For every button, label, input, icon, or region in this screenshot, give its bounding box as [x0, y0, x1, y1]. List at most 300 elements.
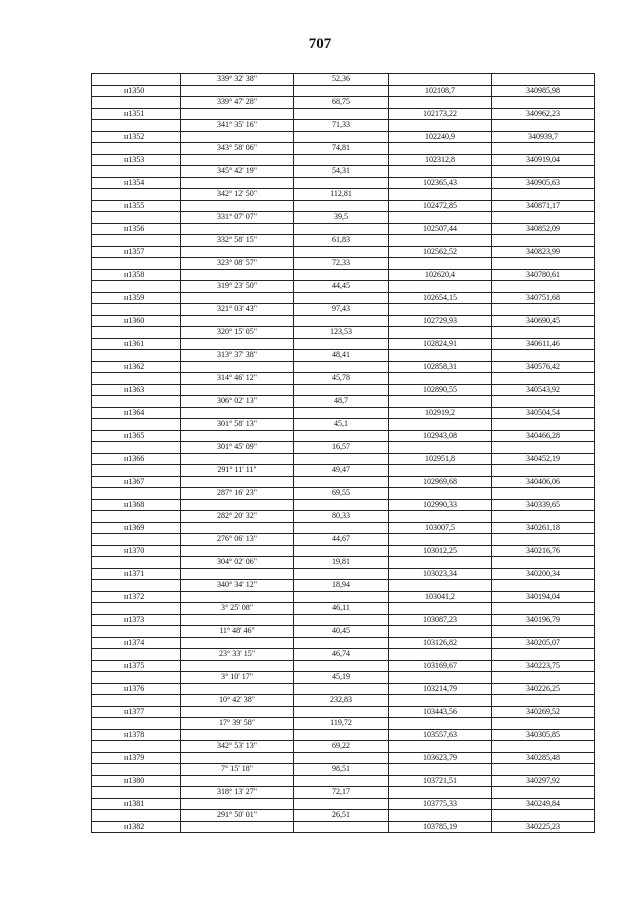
y-cell-empty — [492, 281, 595, 293]
y-cell-empty — [492, 465, 595, 477]
y-cell-empty — [492, 442, 595, 454]
x-coordinate-cell: 103214,79 — [389, 683, 492, 695]
length-cell: 72,17 — [294, 787, 389, 799]
length-cell: 54,31 — [294, 166, 389, 178]
point-row — [92, 154, 595, 166]
point-name-cell: н1370 — [92, 545, 181, 557]
x-coordinate-cell: 102824,91 — [389, 338, 492, 350]
angle-cell-empty — [181, 660, 294, 672]
length-cell: 18,94 — [294, 580, 389, 592]
point-name-cell: н1356 — [92, 223, 181, 235]
length-cell: 112,81 — [294, 189, 389, 201]
x-coordinate-cell: 103623,79 — [389, 752, 492, 764]
point-cell-empty — [92, 810, 181, 822]
length-cell: 119,72 — [294, 718, 389, 730]
x-cell-empty — [389, 304, 492, 316]
y-cell-empty — [492, 626, 595, 638]
segment-row — [92, 741, 595, 753]
y-cell-empty — [492, 810, 595, 822]
length-cell: 45,1 — [294, 419, 389, 431]
x-cell-empty — [389, 212, 492, 224]
x-coordinate-cell: 102312,8 — [389, 154, 492, 166]
point-row — [92, 637, 595, 649]
length-cell: 16,57 — [294, 442, 389, 454]
point-row — [92, 706, 595, 718]
point-name-cell: н1369 — [92, 522, 181, 534]
angle-cell-empty — [181, 568, 294, 580]
point-name-cell: н1350 — [92, 85, 181, 97]
point-row — [92, 476, 595, 488]
point-cell-empty — [92, 718, 181, 730]
y-coordinate-cell: 340249,84 — [492, 798, 595, 810]
angle-cell: 11° 48' 46" — [181, 626, 294, 638]
angle-cell: 320° 15' 05" — [181, 327, 294, 339]
point-name-cell: н1376 — [92, 683, 181, 695]
x-coordinate-cell: 102858,31 — [389, 361, 492, 373]
y-cell-empty — [492, 235, 595, 247]
y-cell-empty — [492, 350, 595, 362]
angle-cell-empty — [181, 545, 294, 557]
length-cell: 72,33 — [294, 258, 389, 270]
x-coordinate-cell: 103087,23 — [389, 614, 492, 626]
angle-cell-empty — [181, 706, 294, 718]
angle-cell-empty — [181, 591, 294, 603]
y-coordinate-cell: 340223,75 — [492, 660, 595, 672]
angle-cell-empty — [181, 384, 294, 396]
point-row — [92, 200, 595, 212]
length-cell: 39,5 — [294, 212, 389, 224]
angle-cell-empty — [181, 614, 294, 626]
y-cell-empty — [492, 74, 595, 86]
y-cell-empty — [492, 557, 595, 569]
y-cell-empty — [492, 718, 595, 730]
point-cell-empty — [92, 695, 181, 707]
x-cell-empty — [389, 557, 492, 569]
point-name-cell: н1377 — [92, 706, 181, 718]
coordinates-table-container — [91, 73, 594, 833]
x-coordinate-cell: 102108,7 — [389, 85, 492, 97]
y-cell-empty — [492, 488, 595, 500]
point-row — [92, 85, 595, 97]
length-cell: 232,83 — [294, 695, 389, 707]
x-cell-empty — [389, 695, 492, 707]
y-coordinate-cell: 340285,48 — [492, 752, 595, 764]
y-coordinate-cell: 340985,98 — [492, 85, 595, 97]
length-cell: 61,83 — [294, 235, 389, 247]
y-cell-empty — [492, 304, 595, 316]
point-name-cell: н1372 — [92, 591, 181, 603]
x-coordinate-cell: 102969,68 — [389, 476, 492, 488]
x-coordinate-cell: 102919,2 — [389, 407, 492, 419]
y-coordinate-cell: 340466,28 — [492, 430, 595, 442]
point-cell-empty — [92, 97, 181, 109]
y-coordinate-cell: 340216,76 — [492, 545, 595, 557]
x-coordinate-cell: 102729,93 — [389, 315, 492, 327]
length-cell-empty — [294, 660, 389, 672]
y-coordinate-cell: 340852,09 — [492, 223, 595, 235]
y-coordinate-cell: 340261,18 — [492, 522, 595, 534]
segment-row — [92, 672, 595, 684]
y-coordinate-cell: 340406,06 — [492, 476, 595, 488]
angle-cell-empty — [181, 200, 294, 212]
length-cell-empty — [294, 384, 389, 396]
x-coordinate-cell: 102240,9 — [389, 131, 492, 143]
angle-cell-empty — [181, 269, 294, 281]
x-coordinate-cell: 102507,44 — [389, 223, 492, 235]
point-row — [92, 499, 595, 511]
x-cell-empty — [389, 258, 492, 270]
page-number: 707 — [308, 36, 332, 52]
length-cell-empty — [294, 154, 389, 166]
x-cell-empty — [389, 741, 492, 753]
y-coordinate-cell: 340226,25 — [492, 683, 595, 695]
point-name-cell: н1355 — [92, 200, 181, 212]
angle-cell: 342° 12' 50" — [181, 189, 294, 201]
point-row — [92, 545, 595, 557]
angle-cell: 306° 02' 13" — [181, 396, 294, 408]
point-cell-empty — [92, 511, 181, 523]
length-cell: 98,51 — [294, 764, 389, 776]
angle-cell: 291° 50' 01" — [181, 810, 294, 822]
angle-cell: 323° 08' 57" — [181, 258, 294, 270]
length-cell-empty — [294, 246, 389, 258]
point-row — [92, 729, 595, 741]
length-cell-empty — [294, 177, 389, 189]
length-cell: 80,33 — [294, 511, 389, 523]
angle-cell: 276° 06' 13" — [181, 534, 294, 546]
point-row — [92, 108, 595, 120]
y-cell-empty — [492, 97, 595, 109]
point-name-cell: н1379 — [92, 752, 181, 764]
point-cell-empty — [92, 557, 181, 569]
segment-row — [92, 304, 595, 316]
length-cell-empty — [294, 591, 389, 603]
angle-cell-empty — [181, 798, 294, 810]
point-row — [92, 315, 595, 327]
point-cell-empty — [92, 488, 181, 500]
length-cell-empty — [294, 775, 389, 787]
segment-row — [92, 649, 595, 661]
angle-cell: 321° 03' 43" — [181, 304, 294, 316]
point-cell-empty — [92, 603, 181, 615]
segment-row — [92, 212, 595, 224]
x-cell-empty — [389, 511, 492, 523]
y-cell-empty — [492, 327, 595, 339]
point-cell-empty — [92, 373, 181, 385]
length-cell-empty — [294, 200, 389, 212]
point-name-cell: н1353 — [92, 154, 181, 166]
point-name-cell: н1380 — [92, 775, 181, 787]
point-row — [92, 292, 595, 304]
y-coordinate-cell: 340339,65 — [492, 499, 595, 511]
angle-cell: 301° 58' 13" — [181, 419, 294, 431]
angle-cell: 319° 23' 50" — [181, 281, 294, 293]
y-coordinate-cell: 340823,99 — [492, 246, 595, 258]
point-name-cell: н1360 — [92, 315, 181, 327]
x-cell-empty — [389, 419, 492, 431]
angle-cell: 318° 13' 27" — [181, 787, 294, 799]
point-cell-empty — [92, 534, 181, 546]
x-cell-empty — [389, 235, 492, 247]
point-cell-empty — [92, 281, 181, 293]
y-coordinate-cell: 340576,42 — [492, 361, 595, 373]
x-cell-empty — [389, 189, 492, 201]
length-cell-empty — [294, 108, 389, 120]
point-cell-empty — [92, 649, 181, 661]
point-name-cell: н1357 — [92, 246, 181, 258]
point-cell-empty — [92, 258, 181, 270]
point-row — [92, 614, 595, 626]
y-cell-empty — [492, 373, 595, 385]
y-cell-empty — [492, 166, 595, 178]
point-row — [92, 522, 595, 534]
y-coordinate-cell: 340905,63 — [492, 177, 595, 189]
point-cell-empty — [92, 672, 181, 684]
x-coordinate-cell: 103007,5 — [389, 522, 492, 534]
point-name-cell: н1359 — [92, 292, 181, 304]
y-coordinate-cell: 340962,23 — [492, 108, 595, 120]
length-cell-empty — [294, 223, 389, 235]
y-cell-empty — [492, 649, 595, 661]
point-row — [92, 246, 595, 258]
y-coordinate-cell: 340871,17 — [492, 200, 595, 212]
length-cell: 44,45 — [294, 281, 389, 293]
coordinates-table-body — [92, 74, 595, 833]
angle-cell: 342° 53' 13" — [181, 741, 294, 753]
point-name-cell: н1364 — [92, 407, 181, 419]
x-cell-empty — [389, 74, 492, 86]
x-coordinate-cell: 102890,55 — [389, 384, 492, 396]
point-name-cell: н1375 — [92, 660, 181, 672]
segment-row — [92, 235, 595, 247]
segment-row — [92, 373, 595, 385]
y-coordinate-cell: 340452,19 — [492, 453, 595, 465]
y-coordinate-cell: 340690,45 — [492, 315, 595, 327]
x-cell-empty — [389, 465, 492, 477]
y-coordinate-cell: 340196,79 — [492, 614, 595, 626]
segment-row — [92, 787, 595, 799]
point-row — [92, 384, 595, 396]
point-row — [92, 660, 595, 672]
x-coordinate-cell: 102990,33 — [389, 499, 492, 511]
y-coordinate-cell: 340504,54 — [492, 407, 595, 419]
point-name-cell: н1351 — [92, 108, 181, 120]
length-cell-empty — [294, 821, 389, 833]
coordinates-table — [91, 73, 595, 833]
angle-cell-empty — [181, 499, 294, 511]
length-cell: 40,45 — [294, 626, 389, 638]
y-coordinate-cell: 340205,07 — [492, 637, 595, 649]
length-cell-empty — [294, 131, 389, 143]
angle-cell: 332° 58' 15" — [181, 235, 294, 247]
segment-row — [92, 327, 595, 339]
x-cell-empty — [389, 373, 492, 385]
angle-cell-empty — [181, 154, 294, 166]
point-name-cell: н1371 — [92, 568, 181, 580]
length-cell-empty — [294, 729, 389, 741]
x-cell-empty — [389, 672, 492, 684]
point-cell-empty — [92, 235, 181, 247]
y-coordinate-cell: 340225,23 — [492, 821, 595, 833]
angle-cell: 339° 32' 38" — [181, 74, 294, 86]
length-cell-empty — [294, 361, 389, 373]
angle-cell: 17° 39' 58" — [181, 718, 294, 730]
segment-row — [92, 189, 595, 201]
x-cell-empty — [389, 534, 492, 546]
point-cell-empty — [92, 304, 181, 316]
angle-cell-empty — [181, 131, 294, 143]
length-cell-empty — [294, 522, 389, 534]
angle-cell: 10° 42' 38" — [181, 695, 294, 707]
x-coordinate-cell: 103041,2 — [389, 591, 492, 603]
x-coordinate-cell: 102943,08 — [389, 430, 492, 442]
angle-cell: 7° 15' 18" — [181, 764, 294, 776]
point-row — [92, 752, 595, 764]
segment-row — [92, 764, 595, 776]
point-name-cell: н1374 — [92, 637, 181, 649]
length-cell-empty — [294, 752, 389, 764]
y-cell-empty — [492, 603, 595, 615]
angle-cell-empty — [181, 637, 294, 649]
y-coordinate-cell: 340297,92 — [492, 775, 595, 787]
angle-cell-empty — [181, 338, 294, 350]
length-cell: 69,55 — [294, 488, 389, 500]
x-coordinate-cell: 103169,67 — [389, 660, 492, 672]
length-cell: 46,11 — [294, 603, 389, 615]
point-cell-empty — [92, 764, 181, 776]
x-cell-empty — [389, 281, 492, 293]
y-coordinate-cell: 340194,04 — [492, 591, 595, 603]
angle-cell-empty — [181, 223, 294, 235]
point-row — [92, 821, 595, 833]
point-name-cell: н1354 — [92, 177, 181, 189]
angle-cell: 339° 47' 28" — [181, 97, 294, 109]
angle-cell: 331° 07' 07" — [181, 212, 294, 224]
point-cell-empty — [92, 465, 181, 477]
length-cell: 71,33 — [294, 120, 389, 132]
y-cell-empty — [492, 143, 595, 155]
y-cell-empty — [492, 258, 595, 270]
length-cell-empty — [294, 706, 389, 718]
angle-cell-empty — [181, 729, 294, 741]
length-cell: 123,53 — [294, 327, 389, 339]
x-coordinate-cell: 102562,52 — [389, 246, 492, 258]
angle-cell: 291° 11' 11" — [181, 465, 294, 477]
length-cell: 48,41 — [294, 350, 389, 362]
point-row — [92, 775, 595, 787]
x-cell-empty — [389, 97, 492, 109]
point-row — [92, 131, 595, 143]
y-coordinate-cell: 340611,46 — [492, 338, 595, 350]
y-cell-empty — [492, 695, 595, 707]
angle-cell-empty — [181, 522, 294, 534]
length-cell: 68,75 — [294, 97, 389, 109]
segment-row — [92, 442, 595, 454]
x-cell-empty — [389, 120, 492, 132]
point-cell-empty — [92, 143, 181, 155]
x-cell-empty — [389, 327, 492, 339]
length-cell-empty — [294, 85, 389, 97]
y-cell-empty — [492, 534, 595, 546]
segment-row — [92, 718, 595, 730]
x-cell-empty — [389, 143, 492, 155]
point-cell-empty — [92, 120, 181, 132]
segment-row — [92, 626, 595, 638]
segment-row — [92, 74, 595, 86]
x-coordinate-cell: 102620,4 — [389, 269, 492, 281]
angle-cell-empty — [181, 752, 294, 764]
length-cell-empty — [294, 637, 389, 649]
y-coordinate-cell: 340780,61 — [492, 269, 595, 281]
y-cell-empty — [492, 580, 595, 592]
point-row — [92, 683, 595, 695]
point-cell-empty — [92, 787, 181, 799]
y-cell-empty — [492, 212, 595, 224]
angle-cell-empty — [181, 683, 294, 695]
x-cell-empty — [389, 764, 492, 776]
x-cell-empty — [389, 810, 492, 822]
point-row — [92, 223, 595, 235]
point-cell-empty — [92, 580, 181, 592]
angle-cell: 341° 35' 16" — [181, 120, 294, 132]
x-cell-empty — [389, 787, 492, 799]
length-cell-empty — [294, 683, 389, 695]
point-cell-empty — [92, 396, 181, 408]
point-row — [92, 269, 595, 281]
point-cell-empty — [92, 741, 181, 753]
point-cell-empty — [92, 626, 181, 638]
length-cell: 52,36 — [294, 74, 389, 86]
angle-cell: 287° 16' 23" — [181, 488, 294, 500]
angle-cell: 301° 45' 09" — [181, 442, 294, 454]
x-coordinate-cell: 102654,15 — [389, 292, 492, 304]
point-row — [92, 177, 595, 189]
point-row — [92, 430, 595, 442]
length-cell: 44,67 — [294, 534, 389, 546]
angle-cell: 343° 58' 06" — [181, 143, 294, 155]
segment-row — [92, 695, 595, 707]
point-name-cell: н1365 — [92, 430, 181, 442]
angle-cell: 340° 34' 12" — [181, 580, 294, 592]
length-cell: 46,74 — [294, 649, 389, 661]
length-cell-empty — [294, 614, 389, 626]
angle-cell: 314° 46' 12" — [181, 373, 294, 385]
y-cell-empty — [492, 511, 595, 523]
y-coordinate-cell: 340751,68 — [492, 292, 595, 304]
length-cell-empty — [294, 430, 389, 442]
point-row — [92, 407, 595, 419]
y-coordinate-cell: 340269,52 — [492, 706, 595, 718]
length-cell: 74,81 — [294, 143, 389, 155]
segment-row — [92, 557, 595, 569]
segment-row — [92, 488, 595, 500]
y-cell-empty — [492, 189, 595, 201]
point-name-cell: н1363 — [92, 384, 181, 396]
y-cell-empty — [492, 764, 595, 776]
point-name-cell: н1362 — [92, 361, 181, 373]
angle-cell-empty — [181, 108, 294, 120]
angle-cell: 23° 33' 15" — [181, 649, 294, 661]
length-cell-empty — [294, 338, 389, 350]
segment-row — [92, 281, 595, 293]
point-cell-empty — [92, 74, 181, 86]
angle-cell-empty — [181, 476, 294, 488]
length-cell: 26,51 — [294, 810, 389, 822]
length-cell: 49,47 — [294, 465, 389, 477]
point-cell-empty — [92, 419, 181, 431]
x-coordinate-cell: 102951,8 — [389, 453, 492, 465]
point-name-cell: н1381 — [92, 798, 181, 810]
